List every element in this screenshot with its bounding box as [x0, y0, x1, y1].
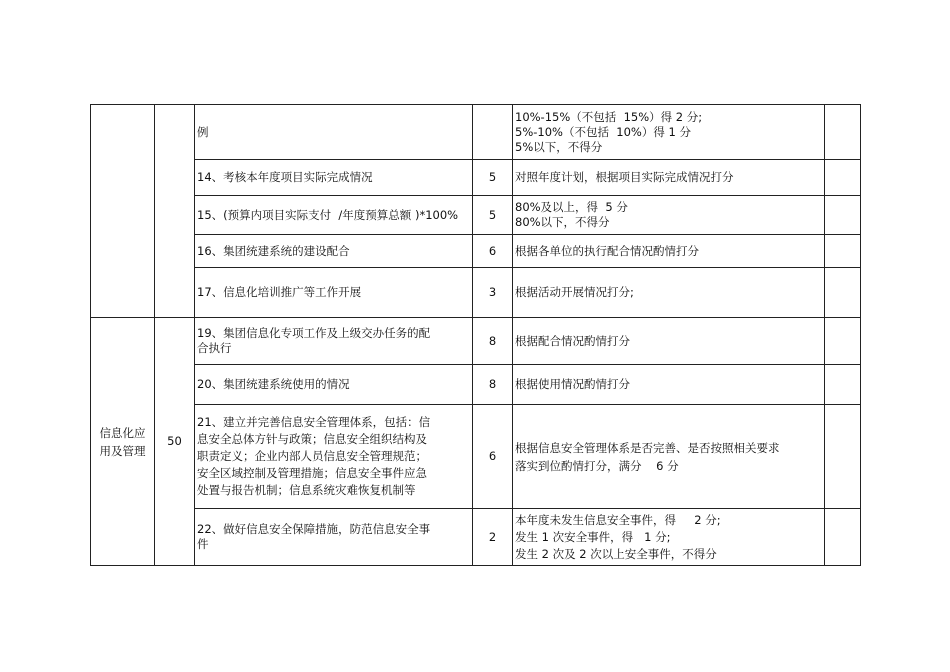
points-cell — [473, 509, 513, 566]
item-line: 合执行 — [197, 341, 232, 355]
rule-line: 根据配合情况酌情打分 — [515, 333, 630, 348]
rule-line: 根据活动开展情况打分; — [515, 285, 634, 299]
rule-line: 80%及以上，得 5 分 — [515, 200, 628, 214]
item-line: 息安全总体方针与政策；信息安全组织结构及 — [197, 432, 427, 446]
table-row — [91, 268, 861, 318]
item-line: 安全区域控制及管理措施；信息安全事件应急 — [197, 466, 427, 480]
total-cell-empty — [155, 105, 195, 318]
item-text: 例 — [197, 124, 209, 139]
table-row — [91, 196, 861, 235]
item-cell — [195, 268, 473, 318]
rule-line: 发生 2 次及 2 次以上安全事件，不得分 — [515, 546, 717, 561]
table-row — [91, 365, 861, 405]
rule-line: 10%-15%（不包括 15%）得 2 分; — [515, 109, 703, 124]
item-cell — [195, 235, 473, 268]
points-cell — [473, 405, 513, 509]
remark-cell — [825, 160, 861, 196]
rule-line: 根据信息安全管理体系是否完善、是否按照相关要求 — [515, 440, 780, 455]
remark-cell — [825, 196, 861, 235]
table-row — [91, 509, 861, 566]
item-line: 件 — [197, 537, 209, 551]
remark-cell — [825, 405, 861, 509]
item-line: 22、做好信息安全保障措施，防范信息安全事 — [197, 522, 431, 536]
points-value: 6 — [488, 449, 497, 463]
rule-line: 5%以下，不得分 — [515, 139, 603, 154]
remark-cell — [825, 105, 861, 160]
remark-cell — [825, 365, 861, 405]
rule-cell — [513, 405, 825, 509]
points-value: 6 — [488, 243, 497, 258]
points-cell — [473, 318, 513, 365]
item-line: 20、集团统建系统使用的情况 — [197, 377, 350, 391]
item-cell — [195, 105, 473, 160]
points-cell — [473, 196, 513, 235]
item-cell — [195, 405, 473, 509]
category-cell-empty — [91, 105, 155, 318]
rule-line: 根据各单位的执行配合情况酌情打分 — [515, 243, 699, 258]
rule-line: 对照年度计划，根据项目实际完成情况打分 — [515, 170, 734, 184]
table-row — [91, 160, 861, 196]
category-label-line: 信息化应 — [99, 425, 146, 440]
rule-line: 落实到位酌情打分，满分 6 分 — [515, 458, 679, 473]
item-text: 15、(预算内项目实际支付 /年度预算总额 )*100% — [197, 207, 459, 222]
points-value: 8 — [488, 377, 497, 391]
rule-line: 发生 1 次安全事件，得 1 分; — [515, 529, 671, 544]
rule-line: 本年度未发生信息安全事件，得 2 分; — [515, 512, 721, 527]
table-row — [91, 105, 861, 160]
total-points-value: 50 — [167, 434, 182, 448]
item-text: 16、集团统建系统的建设配合 — [197, 243, 350, 258]
rule-cell — [513, 105, 825, 160]
points-value: 2 — [488, 529, 497, 544]
rule-cell — [513, 318, 825, 365]
points-value: 5 — [488, 170, 497, 184]
points-cell — [473, 268, 513, 318]
table-row — [91, 318, 861, 365]
item-cell — [195, 196, 473, 235]
points-value: 5 — [488, 207, 497, 222]
rule-cell — [513, 509, 825, 566]
remark-cell — [825, 235, 861, 268]
category-label-line: 用及管理 — [99, 443, 146, 458]
remark-cell — [825, 318, 861, 365]
remark-cell — [825, 509, 861, 566]
total-points-cell — [155, 318, 195, 566]
item-cell — [195, 160, 473, 196]
rule-cell — [513, 365, 825, 405]
rule-cell — [513, 235, 825, 268]
category-cell — [91, 318, 155, 566]
points-value: 3 — [488, 285, 497, 299]
item-cell — [195, 365, 473, 405]
rule-cell — [513, 196, 825, 235]
rule-line: 5%-10%（不包括 10%）得 1 分 — [515, 124, 691, 139]
rule-cell — [513, 268, 825, 318]
evaluation-table — [90, 104, 861, 566]
rule-line: 80%以下，不得分 — [515, 215, 610, 229]
item-text: 17、信息化培训推广等工作开展 — [197, 285, 362, 299]
points-cell — [473, 160, 513, 196]
points-cell — [473, 235, 513, 268]
points-cell — [473, 365, 513, 405]
item-cell — [195, 318, 473, 365]
table-row — [91, 405, 861, 509]
rule-line: 根据使用情况酌情打分 — [515, 377, 630, 391]
points-value: 8 — [488, 333, 497, 348]
item-line: 职责定义；企业内部人员信息安全管理规范； — [197, 449, 427, 463]
item-text: 14、考核本年度项目实际完成情况 — [197, 170, 373, 184]
item-line: 19、集团信息化专项工作及上级交办任务的配 — [197, 326, 431, 340]
rule-cell — [513, 160, 825, 196]
remark-cell — [825, 268, 861, 318]
item-line: 21、建立并完善信息安全管理体系，包括：信 — [197, 415, 431, 429]
points-cell — [473, 105, 513, 160]
item-line: 处置与报告机制；信息系统灾难恢复机制等 — [197, 483, 416, 497]
table-row — [91, 235, 861, 268]
item-cell — [195, 509, 473, 566]
